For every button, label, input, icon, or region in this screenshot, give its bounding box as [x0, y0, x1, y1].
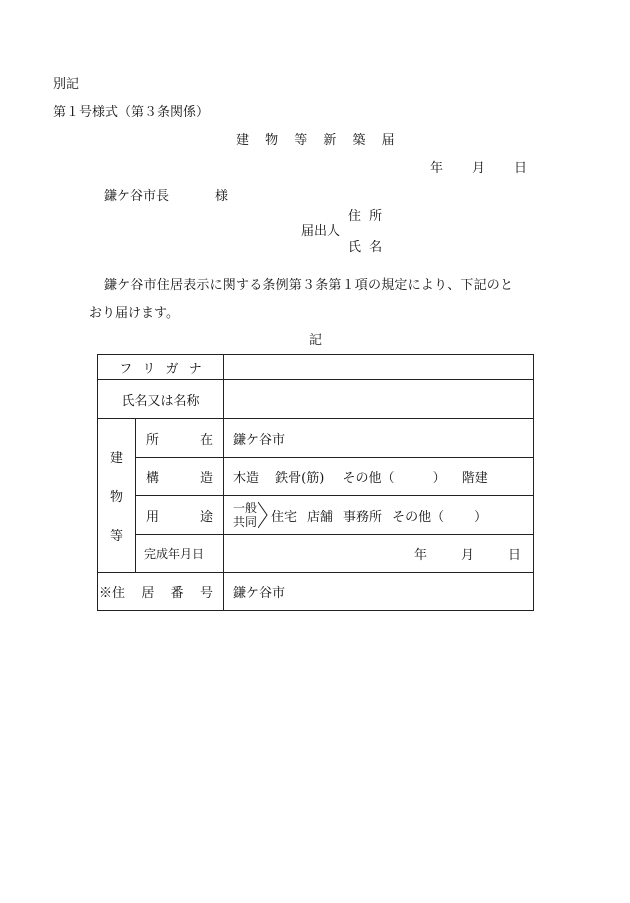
row-residence [98, 573, 534, 611]
use-general: 一般 [233, 501, 258, 515]
date-month: 月 [472, 161, 486, 176]
completion-label: 完成年月日 [136, 535, 224, 573]
row-completion [98, 535, 534, 573]
completion-year: 年 [413, 548, 427, 563]
body-text-line1: 鎌ケ谷市住居表示に関する条例第３条第１項の規定により、下記のと [104, 278, 514, 293]
use-shop: 店舗 [307, 509, 334, 525]
addressee: 鎌ケ谷市長 [104, 189, 170, 204]
name-label: 氏名又は名称 [98, 380, 224, 419]
row-furigana [98, 355, 534, 380]
row-structure [98, 458, 534, 496]
use-other-close: ） [474, 509, 488, 525]
use-other: その他（ [392, 509, 445, 525]
completion-month: 月 [460, 548, 474, 563]
applicant-name-label: 氏 名 [348, 240, 383, 255]
use-shared: 共同 [233, 515, 258, 529]
building-char-1: 建 [109, 451, 123, 466]
row-location [98, 419, 534, 458]
use-type-stack [233, 501, 257, 529]
structure-label: 構 造 [136, 458, 224, 496]
row-name [98, 380, 534, 419]
brace-chevron-icon [258, 501, 268, 529]
date-day: 日 [514, 161, 528, 176]
structure-value[interactable] [224, 458, 534, 496]
date-year: 年 [430, 161, 444, 176]
completion-value[interactable] [224, 535, 534, 573]
use-house: 住宅 [271, 509, 298, 525]
name-value[interactable] [224, 380, 534, 419]
structure-steel: 鉄骨(筋) [275, 471, 325, 486]
location-value[interactable]: 鎌ケ谷市 [224, 419, 534, 458]
use-label: 用 途 [136, 496, 224, 535]
completion-day: 日 [507, 548, 521, 563]
honorific: 様 [215, 189, 229, 204]
document-title: 建 物 等 新 築 届 [236, 133, 398, 148]
notification-table [97, 354, 534, 611]
form-number: 第１号様式（第３条関係） [53, 105, 210, 120]
furigana-label: フ リ ガ ナ [98, 355, 224, 380]
building-char-3: 等 [109, 529, 123, 544]
residence-label: ※住 居 番 号 [98, 573, 224, 611]
furigana-value[interactable] [224, 355, 534, 380]
structure-floors: 階建 [461, 471, 488, 486]
structure-wood: 木造 [233, 471, 260, 486]
structure-other-close: ） [432, 471, 446, 486]
applicant-label: 届出人 [301, 224, 341, 239]
residence-value[interactable]: 鎌ケ谷市 [224, 573, 534, 611]
annex-label: 別記 [53, 77, 80, 92]
location-label: 所 在 [136, 419, 224, 458]
body-text-line2: おり届けます。 [89, 306, 179, 321]
use-office: 事務所 [343, 509, 383, 525]
use-value[interactable] [224, 496, 534, 535]
ki-heading: 記 [309, 333, 323, 348]
structure-other: その他（ [342, 471, 395, 486]
row-use [98, 496, 534, 535]
building-char-2: 物 [109, 490, 123, 505]
applicant-address-label: 住 所 [348, 209, 383, 224]
building-group-label [98, 419, 136, 573]
